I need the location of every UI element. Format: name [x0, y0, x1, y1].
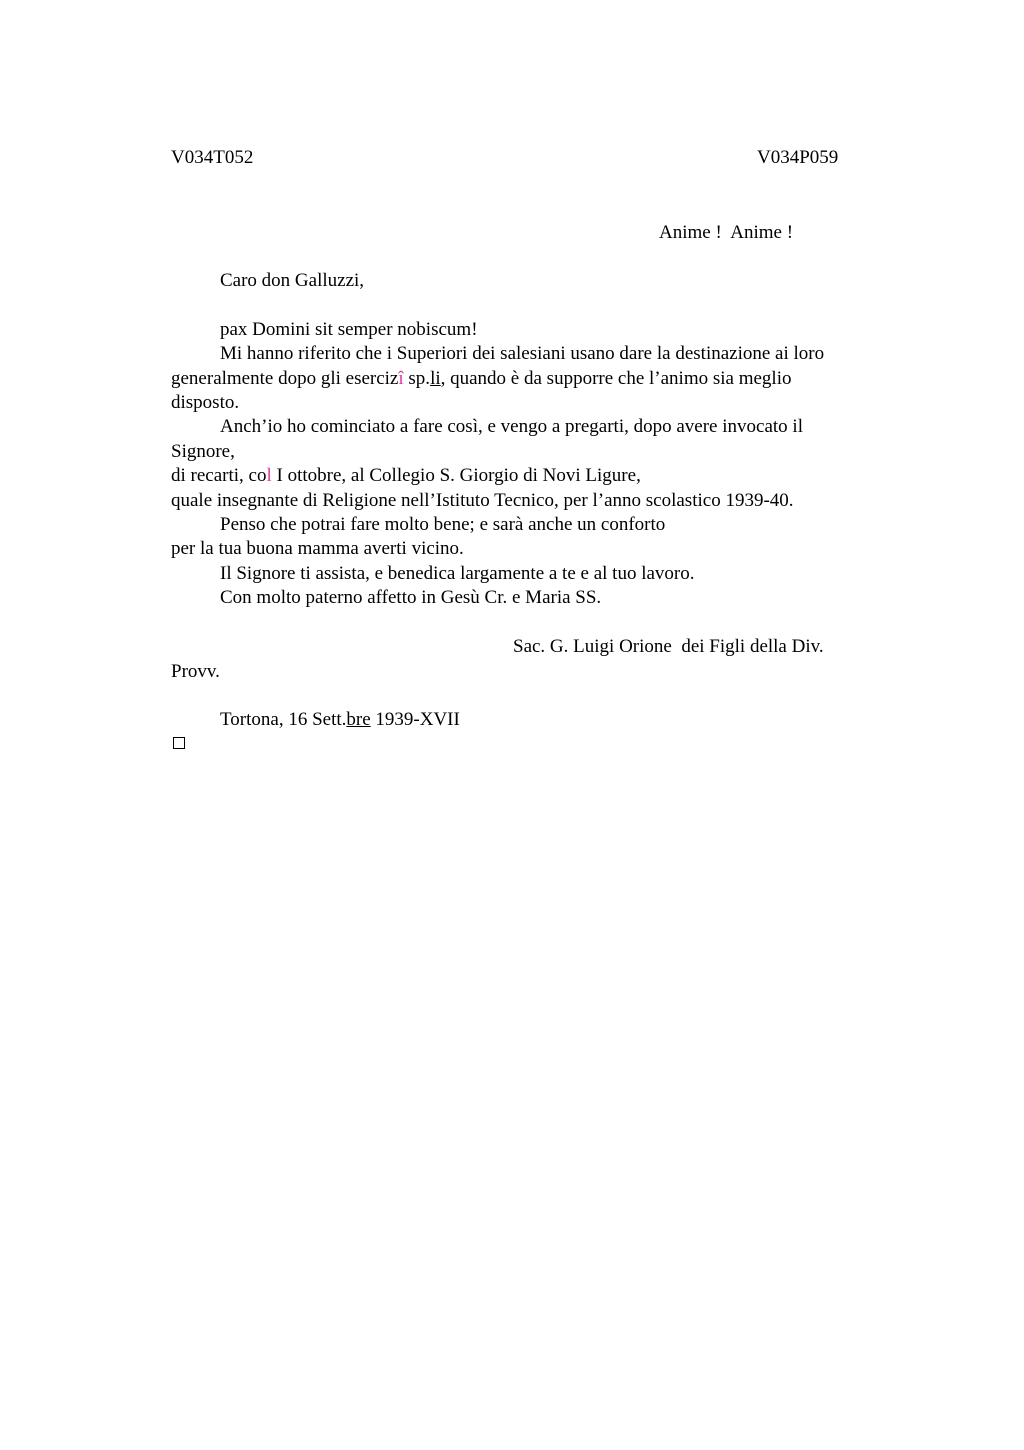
doc-code-right: V034P059 [757, 147, 839, 168]
body-line-5: Signore, [171, 441, 235, 462]
body-line-4: Anch’io ho cominciato a fare così, e vengo a pregarti, dopo avere invocato il [220, 416, 803, 437]
doc-code-left: V034T052 [171, 147, 254, 168]
underlined-abbrev: bre [346, 709, 371, 730]
body-line-2-part: sp. [403, 368, 431, 389]
body-line-11: Con molto paterno affetto in Gesù Cr. e Maria SS. [220, 587, 602, 608]
body-line-10: Il Signore ti assista, e benedica largamente a te e al tuo lavoro. [220, 563, 695, 584]
body-line-8: Penso che potrai fare molto bene; e sarà anche un conforto [220, 514, 666, 535]
highlighted-char: l [266, 465, 272, 486]
body-line-9: per la tua buona mamma averti vicino. [171, 538, 464, 559]
body-line-2 [171, 367, 792, 391]
motto: Anime ! Anime ! [659, 222, 794, 243]
signature-line-1: Sac. G. Luigi Orione dei Figli della Div. [513, 636, 824, 657]
body-line-2-part: , quando è da supporre che l’animo sia meglio [440, 368, 792, 389]
signature-line-2: Provv. [171, 661, 220, 682]
body-line-1: Mi hanno riferito che i Superiori dei salesiani usano dare la destinazione ai loro [220, 343, 825, 364]
body-line-7: quale insegnante di Religione nell’Istituto Tecnico, per l’anno scolastico 1939-40. [171, 490, 794, 511]
underlined-abbrev: li [430, 368, 441, 389]
date-line [220, 708, 460, 732]
salutation: Caro don Galluzzi, [220, 270, 365, 291]
date-part: 1939-XVII [370, 709, 460, 730]
body-line-3: disposto. [171, 392, 240, 413]
greeting: pax Domini sit semper nobiscum! [220, 319, 478, 340]
body-line-6-part: di recarti, co [171, 465, 267, 486]
body-line-6 [171, 464, 641, 488]
body-line-6-part: I ottobre, al Collegio S. Giorgio di Novi Ligure, [271, 465, 641, 486]
highlighted-char: î [398, 368, 404, 389]
body-line-2-part: generalmente dopo gli eserciz [171, 368, 399, 389]
date-part: Tortona, 16 Sett. [220, 709, 347, 730]
empty-box-glyph [173, 737, 185, 749]
